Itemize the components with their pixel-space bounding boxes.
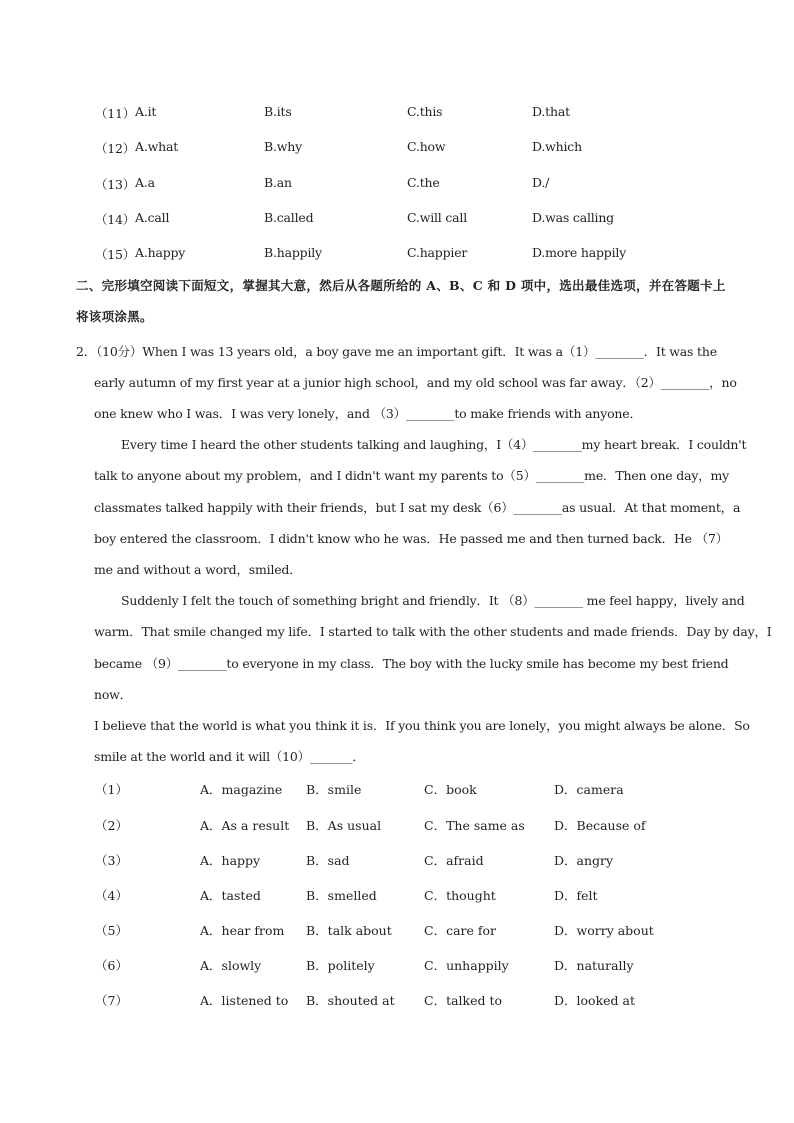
answer-b: B．As usual — [306, 818, 382, 833]
option-c: C.how — [407, 139, 446, 154]
answer-number: （2） — [95, 818, 128, 833]
answer-b: B．smelled — [306, 888, 377, 903]
option-c: C.happier — [407, 245, 468, 260]
answer-a: A．hear from — [200, 923, 285, 938]
passage-line: now． — [94, 687, 132, 702]
question-score: （10分） — [96, 344, 143, 359]
option-a: A.call — [135, 210, 170, 225]
option-b: B.an — [264, 175, 292, 190]
option-b: B.happily — [264, 245, 322, 260]
answer-a: A．tasted — [200, 888, 261, 903]
option-a: A.it — [135, 104, 157, 119]
answer-b: B．sad — [306, 853, 350, 868]
passage-line: Suddenly I felt the touch of something bright and friendly．It （8）________ me feel happy，lively and — [121, 593, 745, 608]
answer-a: A．listened to — [200, 993, 289, 1008]
answer-number: （1） — [95, 782, 128, 797]
passage-line: talk to anyone about my problem，and I didn't want my parents to（5）________me．Then one day，my — [94, 468, 730, 483]
answer-d: D．looked at — [554, 993, 635, 1008]
option-number: （15） — [95, 247, 136, 262]
answer-number: （5） — [95, 923, 128, 938]
answer-number: （6） — [95, 958, 128, 973]
option-d: D.more happily — [532, 245, 627, 260]
answer-c: C．thought — [424, 888, 496, 903]
answer-d: D．angry — [554, 853, 614, 868]
option-b: B.called — [264, 210, 314, 225]
answer-d: D．camera — [554, 782, 624, 797]
passage-line: classmates talked happily with their friends，but I sat my desk（6）________as usual．At that moment，a — [94, 500, 741, 515]
option-d: D.that — [532, 104, 570, 119]
option-c: C.this — [407, 104, 443, 119]
answer-a: A．happy — [200, 853, 261, 868]
answer-b: B．shouted at — [306, 993, 395, 1008]
option-c: C.the — [407, 175, 440, 190]
passage-line: Every time I heard the other students talking and laughing，I（4）________my heart break．I couldn't — [121, 437, 747, 452]
passage-line: early autumn of my first year at a junior high school，and my old school was far away．（2）________，no — [94, 375, 737, 390]
answer-number: （3） — [95, 853, 128, 868]
option-a: A.happy — [135, 245, 186, 260]
option-b: B.why — [264, 139, 302, 154]
question-number — [76, 342, 717, 360]
question-index: 2． — [76, 344, 97, 359]
answer-c: C．book — [424, 782, 477, 797]
answer-d: D．naturally — [554, 958, 634, 973]
answer-number: （7） — [95, 993, 128, 1008]
answer-d: D．Because of — [554, 818, 646, 833]
answer-d: D．worry about — [554, 923, 654, 938]
passage-line: one knew who I was．I was very lonely，and （3）________to make friends with anyone． — [94, 406, 642, 421]
passage-line: me and without a word，smiled． — [94, 562, 302, 577]
answer-a: A．slowly — [200, 958, 262, 973]
passage-line: warm．That smile changed my life．I started to talk with the other students and made friends．Day by day，I — [94, 624, 772, 639]
option-number: （13） — [95, 177, 136, 192]
passage-line: smile at the world and it will（10）_______． — [94, 749, 365, 764]
answer-c: C．unhappily — [424, 958, 509, 973]
option-d: D./ — [532, 175, 550, 190]
answer-b: B．talk about — [306, 923, 392, 938]
option-number: （11） — [95, 106, 136, 121]
section-heading: 二、完形填空阅读下面短文，掌握其大意，然后从各题所给的 A、B、C 和 D 项中，选出最佳选项，并在答题卡上将该项涂黑。 — [76, 278, 726, 324]
answer-a: A．As a result — [200, 818, 290, 833]
passage-line: became （9）________to everyone in my class．The boy with the lucky smile has become my best friend — [94, 656, 729, 671]
option-a: A.what — [135, 139, 179, 154]
answer-number: （4） — [95, 888, 128, 903]
option-a: A.a — [135, 175, 155, 190]
answer-d: D．felt — [554, 888, 598, 903]
passage-line: boy entered the classroom．I didn't know who he was．He passed me and then turned back．He （7） — [94, 531, 728, 546]
answer-c: C．talked to — [424, 993, 503, 1008]
passage-line: I believe that the world is what you think it is．If you think you are lonely，you might always be alone．So — [94, 718, 750, 733]
option-d: D.was calling — [532, 210, 614, 225]
option-number: （12） — [95, 141, 136, 156]
answer-c: C．The same as — [424, 818, 525, 833]
answer-c: C．care for — [424, 923, 496, 938]
answer-b: B．politely — [306, 958, 375, 973]
option-number: （14） — [95, 212, 136, 227]
option-c: C.will call — [407, 210, 468, 225]
passage-line: When I was 13 years old，a boy gave me an important gift．It was a（1）________．It was the — [142, 344, 717, 359]
answer-a: A．magazine — [200, 782, 283, 797]
option-a: B.its — [264, 104, 292, 119]
answer-c: C．afraid — [424, 853, 484, 868]
answer-b: B．smile — [306, 782, 362, 797]
option-d: D.which — [532, 139, 582, 154]
